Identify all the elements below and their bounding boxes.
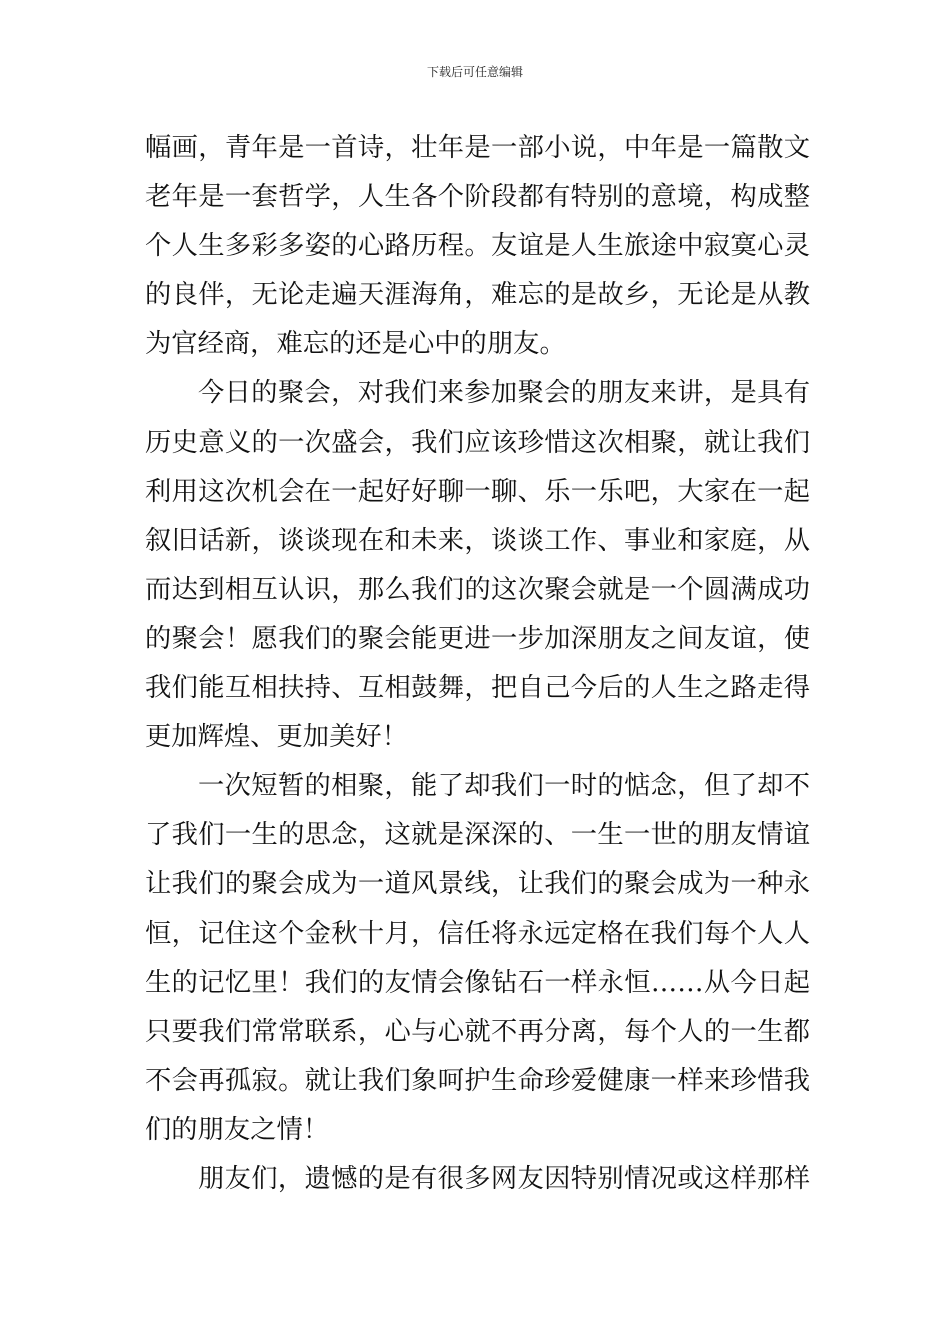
text-line: 让我们的聚会成为一道风景线，让我们的聚会成为一种永 (145, 869, 810, 900)
text-line: 更加辉煌、更加美好！ (145, 722, 408, 753)
paragraph (145, 369, 810, 762)
page-header: 下载后可任意编辑 (426, 65, 523, 79)
paragraph (145, 762, 810, 1155)
text-line: 我们能互相扶持、互相鼓舞，把自己今后的人生之路走得 (145, 673, 810, 704)
paragraph (145, 1155, 810, 1204)
text-line: 而达到相互认识，那么我们的这次聚会就是一个圆满成功 (145, 574, 810, 605)
text-line: 一次短暂的相聚，能了却我们一时的惦念，但了却不 (198, 771, 810, 802)
text-line: 的良伴，无论走遍天涯海角，难忘的是故乡，无论是从教 (145, 280, 810, 311)
text-line: 个人生多彩多姿的心路历程。友谊是人生旅途中寂寞心灵 (145, 231, 810, 262)
paragraph (145, 124, 810, 369)
text-line: 恒，记住这个金秋十月，信任将永远定格在我们每个人人 (145, 918, 810, 949)
text-line: 们的朋友之情！ (145, 1114, 330, 1145)
text-line: 不会再孤寂。就让我们象呵护生命珍爱健康一样来珍惜我 (145, 1065, 810, 1096)
text-line: 朋友们，遗憾的是有很多网友因特别情况或这样那样 (198, 1163, 810, 1194)
text-line: 利用这次机会在一起好好聊一聊、乐一乐吧，大家在一起 (145, 476, 810, 507)
document-body (145, 124, 810, 1204)
text-line: 老年是一套哲学，人生各个阶段都有特别的意境，构成整 (145, 182, 810, 213)
text-line: 今日的聚会，对我们来参加聚会的朋友来讲，是具有 (198, 378, 810, 409)
text-line: 生的记忆里！我们的友情会像钻石一样永恒……从今日起 (145, 967, 810, 998)
text-line: 为官经商，难忘的还是心中的朋友。 (145, 329, 566, 360)
text-line: 幅画，青年是一首诗，壮年是一部小说，中年是一篇散文 (145, 133, 810, 163)
text-line: 只要我们常常联系，心与心就不再分离，每个人的一生都 (145, 1016, 810, 1047)
text-line: 历史意义的一次盛会，我们应该珍惜这次相聚，就让我们 (145, 427, 810, 458)
text-line: 的聚会！愿我们的聚会能更进一步加深朋友之间友谊，使 (145, 623, 810, 654)
text-line: 了我们一生的思念，这就是深深的、一生一世的朋友情谊 (145, 820, 810, 851)
text-line: 叙旧话新，谈谈现在和未来，谈谈工作、事业和家庭，从 (145, 525, 810, 556)
